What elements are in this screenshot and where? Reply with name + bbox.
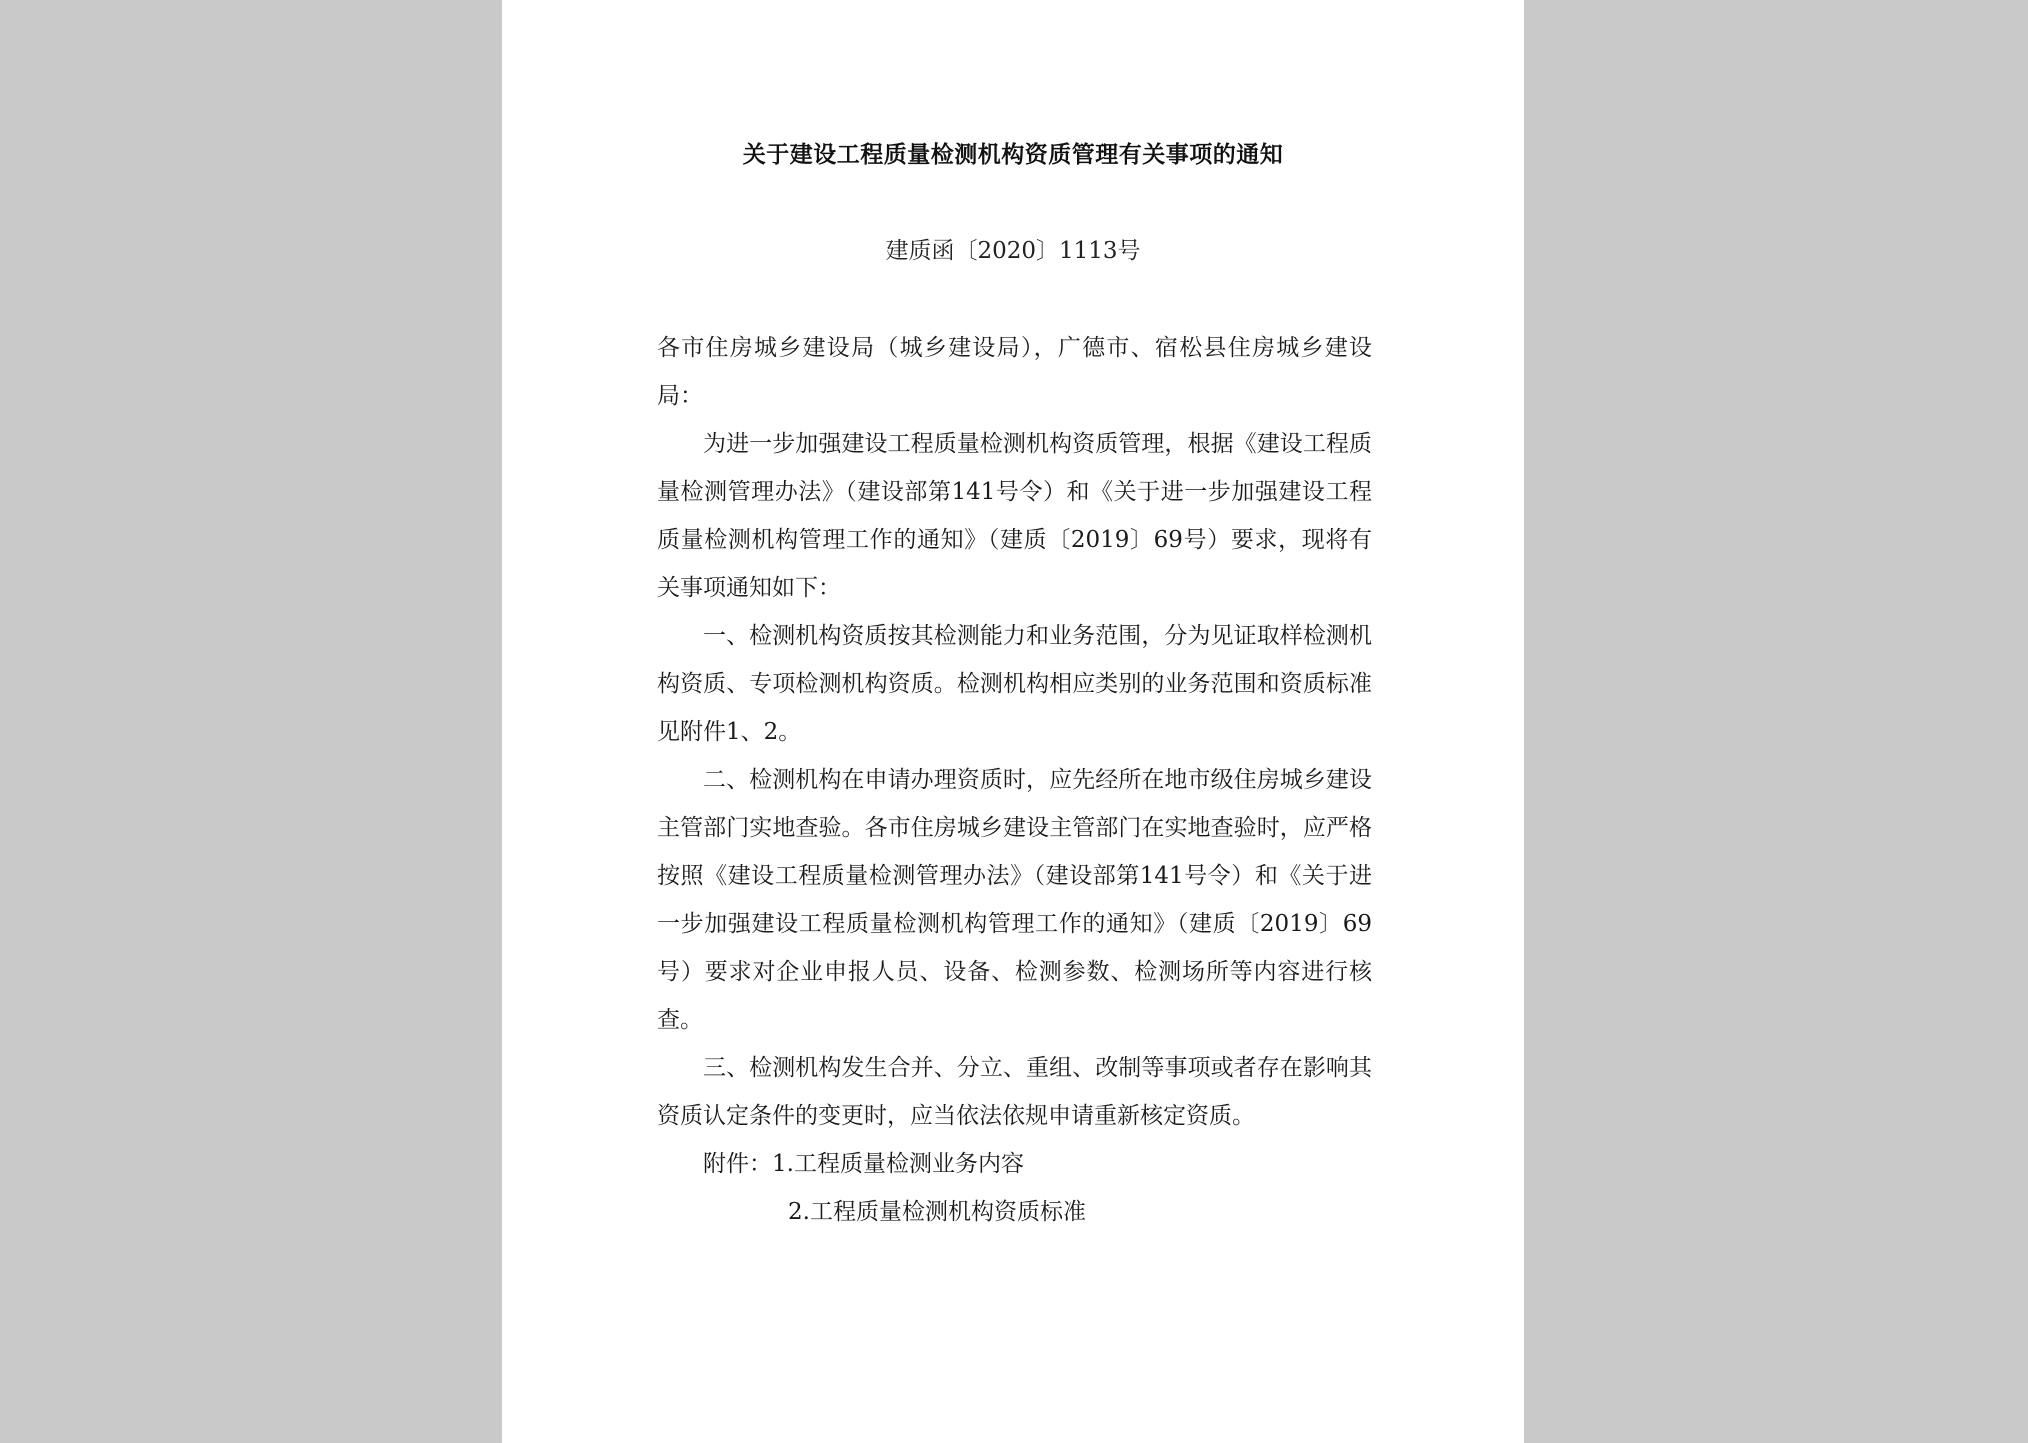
attachment-item-1: 1.工程质量检测业务内容 <box>772 1151 1024 1177</box>
paragraph-item-2: 二、检测机构在申请办理资质时，应先经所在地市级住房城乡建设主管部门实地查验。各市住房城乡建设主管部门在实地查验时，应严格按照《建设工程质量检测管理办法》（建设部第141号令）和《关于进一步加强建设工程质量检测机构管理工作的通知》（建质〔2019〕69号）要求对企业申报人员、设备、检测参数、检测场所等内容进行核查。 <box>657 767 1372 1033</box>
document-title: 关于建设工程质量检测机构资质管理有关事项的通知 <box>742 141 1284 168</box>
document-page <box>502 0 1524 1443</box>
paragraph-intro: 为进一步加强建设工程质量检测机构资质管理，根据《建设工程质量检测管理办法》（建设部第141号令）和《关于进一步加强建设工程质量检测机构管理工作的通知》（建质〔2019〕69号）要求，现将有关事项通知如下： <box>657 431 1372 601</box>
salutation: 各市住房城乡建设局（城乡建设局），广德市、宿松县住房城乡建设局： <box>657 335 1372 409</box>
attachments <box>657 1140 1372 1188</box>
document-body <box>657 324 1372 1236</box>
document-number: 建质函〔2020〕1113号 <box>885 238 1141 264</box>
attachments-label: 附件： <box>703 1151 772 1177</box>
paragraph-item-3: 三、检测机构发生合并、分立、重组、改制等事项或者存在影响其资质认定条件的变更时，应当依法依规申请重新核定资质。 <box>657 1055 1372 1129</box>
attachment-item-2: 2.工程质量检测机构资质标准 <box>788 1199 1086 1225</box>
attachment-item-2-row <box>657 1188 1372 1236</box>
paragraph-item-1: 一、检测机构资质按其检测能力和业务范围，分为见证取样检测机构资质、专项检测机构资质。检测机构相应类别的业务范围和资质标准见附件1、2。 <box>657 623 1372 745</box>
